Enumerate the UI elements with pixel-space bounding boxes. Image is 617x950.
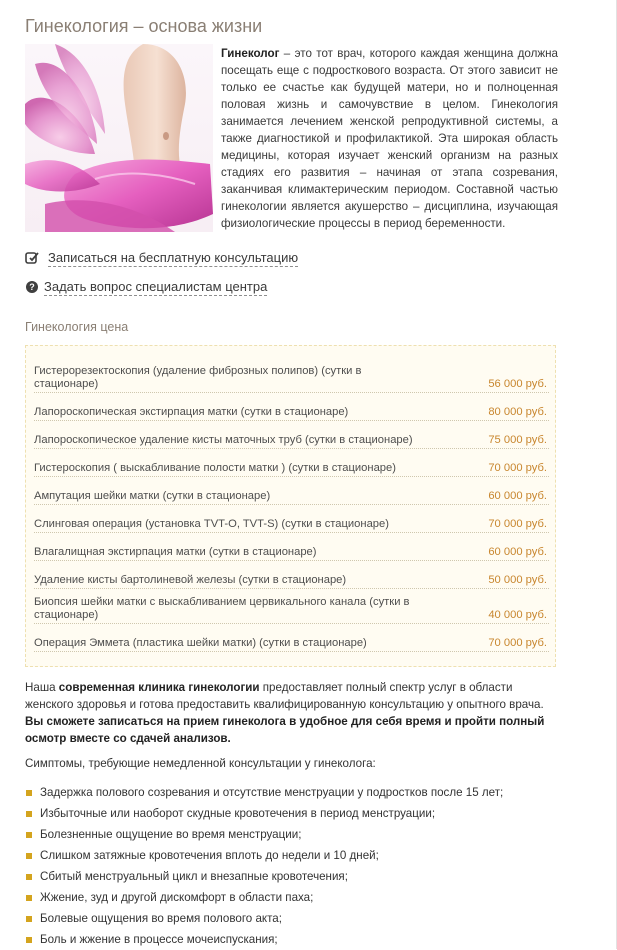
price-row bbox=[34, 533, 549, 561]
symptom-text: Задержка полового созревания и отсутствие менструации у подростков после 15 лет; bbox=[40, 786, 504, 799]
service-name: Влагалищная экстирпация матки (сутки в стационаре) bbox=[34, 546, 317, 558]
square-bullet-icon bbox=[26, 790, 32, 796]
hero-image bbox=[25, 44, 213, 232]
square-bullet-icon bbox=[26, 937, 32, 943]
question-circle-icon: ? bbox=[26, 281, 38, 293]
intro-text bbox=[221, 45, 558, 232]
service-name: Слинговая операция (установка TVT-O, TVT-S) (сутки в стационаре) bbox=[34, 518, 389, 530]
service-name: Лапороскопическое удаление кисты маточных труб (сутки в стационаре) bbox=[34, 434, 413, 446]
symptom-item bbox=[25, 845, 558, 866]
service-price: 75 000 руб. bbox=[488, 434, 547, 446]
symptom-item bbox=[25, 782, 558, 803]
service-name: Операция Эммета (пластика шейки матки) (сутки в стационаре) bbox=[34, 637, 367, 649]
price-row bbox=[34, 477, 549, 505]
service-name: Гистероскопия ( выскабливание полости матки ) (сутки в стационаре) bbox=[34, 462, 396, 474]
price-row bbox=[34, 624, 549, 652]
price-row bbox=[34, 561, 549, 589]
symptom-text: Боль и жжение в процессе мочеиспускания; bbox=[40, 933, 278, 946]
price-row bbox=[34, 393, 549, 421]
flower-torso-illustration bbox=[25, 44, 213, 232]
square-bullet-icon bbox=[26, 895, 32, 901]
price-row bbox=[34, 505, 549, 533]
service-price: 70 000 руб. bbox=[488, 518, 547, 530]
clinic-bold-1: современная клиника гинекологии bbox=[58, 681, 260, 694]
ask-question-label[interactable]: Задать вопрос специалистам центра bbox=[44, 278, 268, 294]
service-name: Биопсия шейки матки с выскабливанием цервикального канала (сутки в стационаре) bbox=[34, 596, 410, 621]
service-name: Лапороскопическая экстирпация матки (сутки в стационаре) bbox=[34, 406, 349, 418]
symptom-text: Избыточные или наоборот скудные кровотечения в период менструации; bbox=[40, 807, 436, 820]
price-row bbox=[34, 589, 549, 624]
symptom-item bbox=[25, 908, 558, 929]
book-consultation-link[interactable] bbox=[25, 248, 298, 268]
clinic-bold-2: Вы сможете записаться на прием гинеколога в удобное для себя время и пройти полный осмотр вместе со сдачей анализов. bbox=[25, 715, 545, 745]
ask-question-link[interactable] bbox=[25, 277, 267, 297]
clinic-text-1: Наша bbox=[25, 681, 59, 694]
intro-term: Гинеколог bbox=[221, 47, 280, 60]
symptom-text: Болевые ощущения во время полового акта; bbox=[40, 912, 282, 925]
symptom-item bbox=[25, 824, 558, 845]
price-table bbox=[25, 345, 556, 667]
service-price: 70 000 руб. bbox=[488, 637, 547, 649]
symptom-item bbox=[25, 866, 558, 887]
square-bullet-icon bbox=[26, 811, 32, 817]
price-row bbox=[34, 449, 549, 477]
service-name: Гистерорезектоскопия (удаление фиброзных полипов) (сутки в стационаре) bbox=[34, 365, 362, 390]
service-name: Удаление кисты бартолиневой железы (сутки в стационаре) bbox=[34, 574, 347, 586]
service-price: 80 000 руб. bbox=[488, 406, 547, 418]
price-heading: Гинекология цена bbox=[25, 320, 129, 334]
price-row bbox=[34, 421, 549, 449]
edit-icon bbox=[25, 251, 39, 265]
page-title: Гинекология – основа жизни bbox=[25, 16, 263, 36]
clinic-paragraph bbox=[25, 679, 558, 747]
service-price: 60 000 руб. bbox=[488, 490, 547, 502]
square-bullet-icon bbox=[26, 916, 32, 922]
square-bullet-icon bbox=[26, 874, 32, 880]
symptom-item bbox=[25, 887, 558, 908]
clinic-text-2: предоставляет полный спектр услуг в области женского здоровья и готова предоставить квалифицированную консультацию у опытного врача. bbox=[25, 681, 544, 711]
service-price: 56 000 руб. bbox=[488, 378, 547, 390]
symptom-text: Слишком затяжные кровотечения вплоть до недели и 10 дней; bbox=[40, 849, 379, 862]
symptom-text: Жжение, зуд и другой дискомфорт в области паха; bbox=[40, 891, 314, 904]
service-price: 70 000 руб. bbox=[488, 462, 547, 474]
symptom-text: Сбитый менструальный цикл и внезапные кровотечения; bbox=[40, 870, 348, 883]
price-row bbox=[34, 363, 549, 393]
book-consultation-label[interactable]: Записаться на бесплатную консультацию bbox=[48, 249, 299, 265]
service-price: 50 000 руб. bbox=[488, 574, 547, 586]
square-bullet-icon bbox=[26, 853, 32, 859]
symptom-item bbox=[25, 929, 558, 950]
symptoms-intro: Симптомы, требующие немедленной консультации у гинеколога: bbox=[25, 757, 376, 770]
service-price: 60 000 руб. bbox=[488, 546, 547, 558]
symptom-item bbox=[25, 803, 558, 824]
service-name: Ампутация шейки матки (сутки в стационаре) bbox=[34, 490, 271, 502]
symptom-text: Болезненные ощущение во время менструации; bbox=[40, 828, 302, 841]
intro-body: – это тот врач, которого каждая женщина должна посещать еще с подросткового возраста. От этого зависит не только ее счастье как будущей матери, но и полноценная половая жизнь и самочувствие в целом. Гинекология занимается лечением женской репродуктивной системы, а также диагностикой и профилактикой. Эта широкая область медицины, которая изучает женский организм на разных стадиях его развития – начиная от этапа созревания, заканчивая климактерическим периодом. Составной частью гинекологии является акушерство – дисциплина, изучающая физиологические процессы в период беременности. bbox=[221, 47, 558, 230]
square-bullet-icon bbox=[26, 832, 32, 838]
service-price: 40 000 руб. bbox=[488, 609, 547, 621]
